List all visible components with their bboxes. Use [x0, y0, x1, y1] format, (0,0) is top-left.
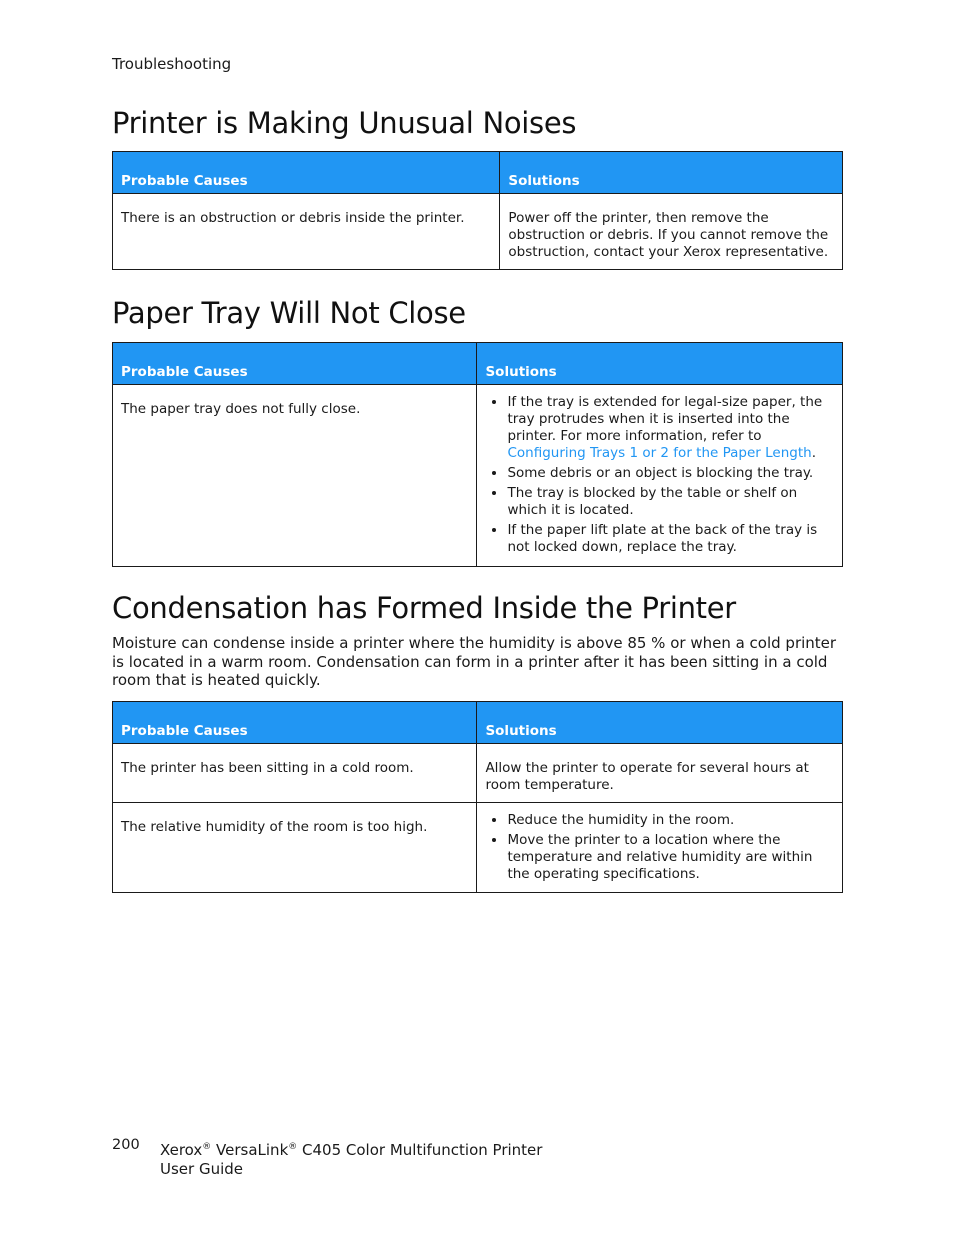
- column-header-causes: Probable Causes: [113, 702, 477, 744]
- footer-guide: User Guide: [160, 1160, 244, 1178]
- table-header-row: [113, 343, 843, 385]
- bullet-text-end: .: [811, 445, 816, 461]
- table-header-row: [113, 702, 843, 744]
- solution-cell: [477, 803, 843, 893]
- list-item: • If the paper lift plate at the back of the tray is not locked down, replace the tray.: [507, 522, 834, 556]
- list-item: • Some debris or an object is blocking the tray.: [507, 465, 834, 482]
- section-title-paper-tray: Paper Tray Will Not Close: [112, 296, 466, 330]
- running-header: Troubleshooting: [112, 55, 232, 73]
- section-title-condensation: Condensation has Formed Inside the Printer: [112, 591, 736, 625]
- table-row: [113, 385, 843, 567]
- solution-cell: Power off the printer, then remove the obstruction or debris. If you cannot remove the obstruction, contact your Xerox representative.: [500, 194, 843, 270]
- cause-cell: The paper tray does not fully close.: [113, 385, 477, 567]
- bullet-text: If the tray is extended for legal-size paper, the tray protrudes when it is inserted into the printer. For more information, refer to: [507, 394, 823, 444]
- column-header-solutions: Solutions: [477, 702, 843, 744]
- list-item: • The tray is blocked by the table or shelf on which it is located.: [507, 485, 834, 519]
- solution-list: [485, 812, 834, 883]
- condensation-intro: Moisture can condense inside a printer where the humidity is above 85 % or when a cold printer is located in a warm room. Condensation can form in a printer after it has been sitting in a cold room that is heated quickly.: [112, 634, 837, 689]
- column-header-causes: Probable Causes: [113, 343, 477, 385]
- column-header-solutions: Solutions: [477, 343, 843, 385]
- footer-product-rest: C405 Color Multifunction Printer: [297, 1141, 543, 1159]
- table-header-row: [113, 152, 843, 194]
- list-item: • Move the printer to a location where the temperature and relative humidity are within the operating specifications.: [507, 832, 834, 883]
- column-header-solutions: Solutions: [500, 152, 843, 194]
- registered-mark: ®: [288, 1142, 298, 1152]
- solution-cell: Allow the printer to operate for several hours at room temperature.: [477, 744, 843, 803]
- footer-product-title: [160, 1138, 542, 1179]
- table-row: [113, 194, 843, 270]
- paper-tray-table: [112, 342, 843, 567]
- section-title-unusual-noises: Printer is Making Unusual Noises: [112, 106, 577, 140]
- registered-mark: ®: [202, 1142, 212, 1152]
- list-item: • Reduce the humidity in the room.: [507, 812, 834, 829]
- cause-cell: The relative humidity of the room is too high.: [113, 803, 477, 893]
- footer-brand: Xerox: [160, 1141, 203, 1159]
- configuring-trays-link[interactable]: Configuring Trays 1 or 2 for the Paper Length: [507, 445, 812, 461]
- cause-cell: The printer has been sitting in a cold room.: [113, 744, 477, 803]
- solution-list: [485, 394, 834, 556]
- page-number: 200: [112, 1137, 140, 1153]
- condensation-table: [112, 701, 843, 893]
- column-header-causes: Probable Causes: [113, 152, 500, 194]
- footer-product: VersaLink: [211, 1141, 289, 1159]
- table-row: [113, 803, 843, 893]
- table-row: [113, 744, 843, 803]
- footer-product-line: [160, 1138, 542, 1160]
- cause-cell: There is an obstruction or debris inside the printer.: [113, 194, 500, 270]
- solution-cell: [477, 385, 843, 567]
- list-item: [507, 394, 834, 462]
- unusual-noises-table: [112, 151, 843, 270]
